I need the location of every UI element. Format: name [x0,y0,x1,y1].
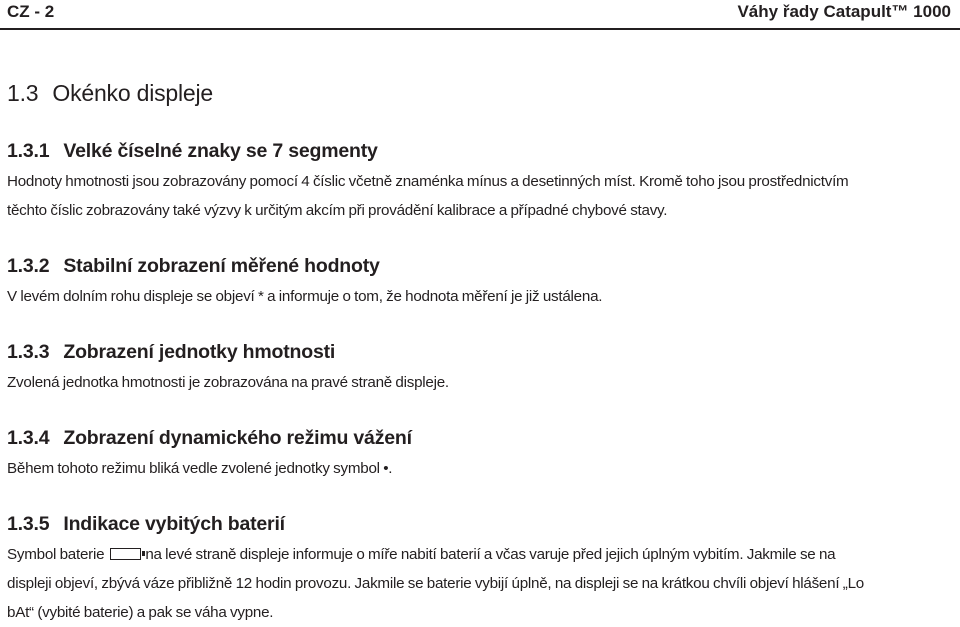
page-header [7,0,951,24]
subsection-title: Zobrazení jednotky hmotnosti [63,341,336,363]
subsection-number: 1.3.2 [7,255,50,277]
text-before-icon: Symbol baterie [7,546,105,563]
subsection-number: 1.3.4 [7,427,50,449]
paragraph-line: bAt“ (vybité baterie) a pak se váha vypne. [7,604,274,621]
subsection-heading-1-3-2 [7,255,952,278]
subsection-number: 1.3.5 [7,513,50,535]
subsection-heading-1-3-5 [7,513,952,536]
page-number: CZ - 2 [7,2,55,21]
paragraph-line: displeji objeví, zbývá váze přibližně 12 hodin provozu. Jakmile se baterie vybijí úplně, na displeji se na krátkou chvíli objeví hlášení „Lo [7,575,864,592]
subsection-title: Indikace vybitých baterií [63,513,285,535]
paragraph-line: Během tohoto režimu bliká vedle zvolené jednotky symbol •. [7,460,393,477]
paragraph-1-3-4 [7,454,952,483]
product-title: Váhy řady Catapult™ 1000 [737,2,951,21]
section-title: Okénko displeje [52,80,214,106]
subsection-title: Stabilní zobrazení měřené hodnoty [63,255,380,277]
subsection-title: Velké číselné znaky se 7 segmenty [63,140,378,162]
subsection-heading-1-3-4 [7,427,952,450]
paragraph-line: Hodnoty hmotnosti jsou zobrazovány pomocí 4 číslic včetně znaménka mínus a desetinných míst. Kromě toho jsou prostřednictvím [7,173,849,190]
paragraph-1-3-3 [7,368,952,397]
subsection-heading-1-3-3 [7,341,952,364]
section-heading [7,80,952,107]
subsection-number: 1.3.3 [7,341,50,363]
paragraph-line: Zvolená jednotka hmotnosti je zobrazována na pravé straně displeje. [7,374,449,391]
paragraph-1-3-5 [7,540,952,627]
header-divider [0,28,960,30]
paragraph-1-3-2 [7,282,952,311]
paragraph-1-3-1 [7,167,952,225]
paragraph-line: V levém dolním rohu displeje se objeví * a informuje o tom, že hodnota měření je již ustálena. [7,288,603,305]
subsection-title: Zobrazení dynamického režimu vážení [63,427,412,449]
section-number: 1.3 [7,80,39,106]
subsection-heading-1-3-1 [7,140,952,163]
paragraph-line: těchto číslic zobrazovány také výzvy k určitým akcím při provádění kalibrace a případné chybové stavy. [7,202,668,219]
battery-icon [110,548,141,560]
subsection-number: 1.3.1 [7,140,50,162]
text-after-icon: na levé straně displeje informuje o míře nabití baterií a včas varuje před jejich úplným vybitím. Jakmile se na [145,546,836,563]
paragraph-line [7,540,952,569]
